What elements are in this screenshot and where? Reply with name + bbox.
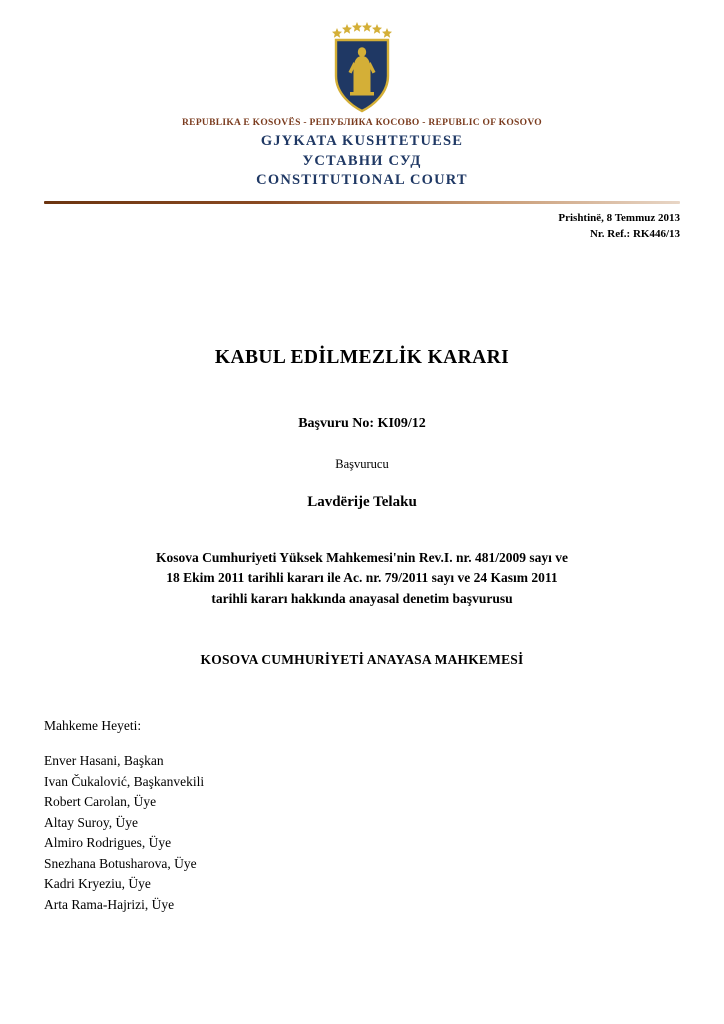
court-name-en: CONSTITUTIONAL COURT xyxy=(256,172,468,189)
court-name-sr: УСТАВНИ СУД xyxy=(302,152,422,169)
applicant-label: Başvurucu xyxy=(335,456,389,471)
court-name-sq: GJYKATA KUSHTETUESE xyxy=(260,133,464,149)
list-item: Kadri Kryeziu, Üye xyxy=(44,876,151,892)
panel-members-list xyxy=(44,751,680,915)
applicant-name: Lavdërije Telaku xyxy=(307,493,417,510)
header-emblem-block xyxy=(44,0,680,191)
republic-line: REPUBLIKA E KOSOVËS - РЕПУБЛИКА КОСОВО - REPUBLIC OF KOSOVO xyxy=(182,118,542,128)
list-item: Snezhana Botusharova, Üye xyxy=(44,855,197,871)
list-item: Almiro Rodrigues, Üye xyxy=(44,835,172,851)
document-title: KABUL EDİLMEZLİK KARARI xyxy=(214,346,510,368)
list-item: Enver Hasani, Başkan xyxy=(44,753,164,769)
header-text-block xyxy=(44,118,680,191)
issuing-court-name: KOSOVA CUMHURİYETİ ANAYASA MAHKEMESİ xyxy=(200,652,524,668)
case-number: Başvuru No: KI09/12 xyxy=(298,415,426,431)
list-item: Arta Rama-Hajrizi, Üye xyxy=(44,896,175,912)
case-subject-line-2: 18 Ekim 2011 tarihli kararı ile Ac. nr. 79/2011 sayı ve 24 Kasım 2011 xyxy=(166,570,558,586)
reference-block xyxy=(44,211,680,243)
list-item: Altay Suroy, Üye xyxy=(44,814,138,830)
reference-number: Nr. Ref.: RK446/13 xyxy=(589,227,680,240)
case-subject-line-1: Kosova Cumhuriyeti Yüksek Mahkemesi'nin Rev.I. nr. 481/2009 sayı ve xyxy=(156,549,568,565)
kosovo-coat-of-arms-icon xyxy=(323,18,401,114)
case-subject-line-3: tarihli kararı hakkında anayasal denetim başvurusu xyxy=(211,591,513,607)
panel-label: Mahkeme Heyeti: xyxy=(44,718,142,734)
list-item: Robert Carolan, Üye xyxy=(44,794,157,810)
header-divider xyxy=(44,201,680,204)
case-subject xyxy=(44,548,680,611)
list-item: Ivan Čukalović, Başkanvekili xyxy=(44,773,205,789)
place-date: Prishtinë, 8 Temmuz 2013 xyxy=(558,211,680,224)
